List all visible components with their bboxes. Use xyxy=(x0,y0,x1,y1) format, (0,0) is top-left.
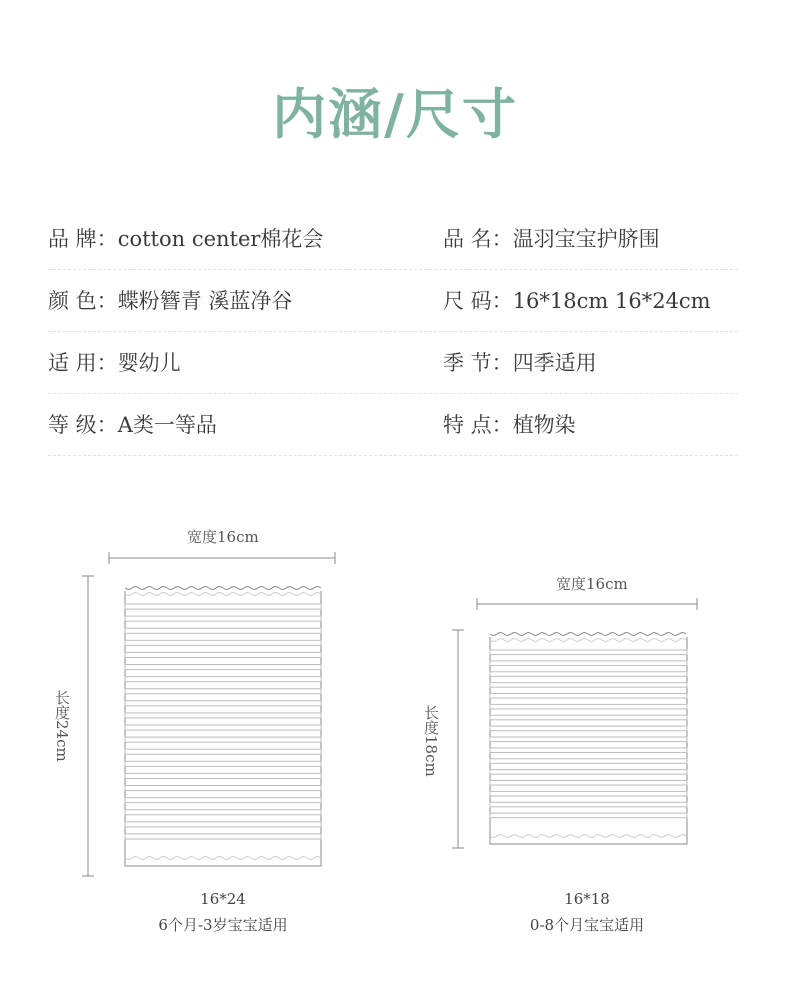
spec-value: 温羽宝宝护脐围 xyxy=(512,227,660,251)
page-title: 内涵/尺寸 xyxy=(272,82,518,146)
spec-label: 颜 色： xyxy=(48,289,118,313)
spec-value: A类一等品 xyxy=(117,413,217,437)
size-caption-2: 16*18 xyxy=(564,890,610,908)
width-label-2: 宽度16cm xyxy=(556,575,628,593)
length-label-2: 长度18cm xyxy=(422,705,440,777)
spec-label: 尺 码： xyxy=(443,289,513,313)
spec-value: cotton center棉花会 xyxy=(117,227,324,251)
product-outline xyxy=(125,591,321,866)
size-caption-1: 16*24 xyxy=(200,890,246,908)
length-dimension-1 xyxy=(82,576,94,876)
spec-label: 等 级： xyxy=(48,413,118,437)
product-edge-wave xyxy=(490,633,686,636)
width-dimension-1 xyxy=(109,552,335,564)
product-illustration-1 xyxy=(125,587,321,866)
length-label-1: 长度24cm xyxy=(53,690,71,762)
suitable-caption-2: 0-8个月宝宝适用 xyxy=(529,916,645,934)
spec-value: 婴幼儿 xyxy=(117,351,181,375)
spec-label: 品 牌： xyxy=(48,227,118,251)
spec-value: 植物染 xyxy=(512,413,576,437)
spec-label: 适 用： xyxy=(48,351,118,375)
spec-label: 品 名： xyxy=(443,227,513,251)
spec-label: 特 点： xyxy=(443,413,513,437)
spec-value: 蝶粉簪青 溪蓝净谷 xyxy=(117,289,293,313)
width-dimension-2 xyxy=(477,598,697,610)
length-dimension-2 xyxy=(452,630,464,848)
spec-value: 四季适用 xyxy=(512,351,597,375)
suitable-caption-1: 6个月-3岁宝宝适用 xyxy=(158,916,288,934)
product-edge-wave xyxy=(125,587,321,590)
spec-value: 16*18cm 16*24cm xyxy=(512,289,711,313)
width-label-1: 宽度16cm xyxy=(187,528,259,546)
product-illustration-2 xyxy=(490,633,687,844)
spec-label: 季 节： xyxy=(443,351,513,375)
